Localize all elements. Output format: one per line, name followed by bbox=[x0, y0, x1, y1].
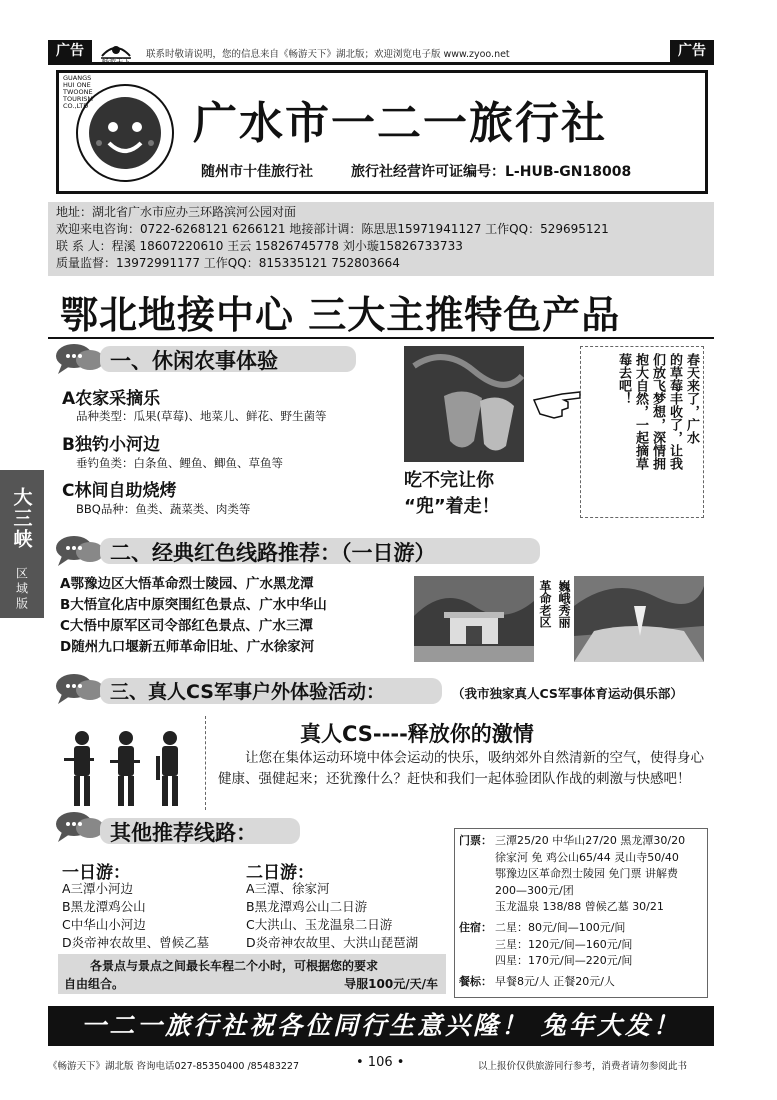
soldiers-image bbox=[62, 726, 196, 812]
two-day-list bbox=[246, 880, 418, 952]
agency-title: 广水市一二一旅行社 bbox=[193, 98, 607, 149]
list-item: B黑龙潭鸡公山二日游 bbox=[246, 899, 368, 914]
two-day-title: 二日游： bbox=[246, 863, 314, 883]
main-headline: 鄂北地接中心 三大主推特色产品 bbox=[60, 293, 621, 337]
ticket-line: 徐家河 免 鸡公山65/44 灵山寺50/40 bbox=[495, 850, 679, 864]
page-number: • 106 • bbox=[356, 1055, 405, 1070]
greeting-banner: 一二一旅行社祝各位同行生意兴隆！ 兔年大发！ bbox=[48, 1006, 714, 1046]
route-item: B大悟宣化店中原突围红色景点、广水中华山 bbox=[60, 597, 327, 613]
poem-line: 抱大自然，一起摘草 bbox=[633, 353, 648, 470]
poem-line: 的草莓丰收了，让我 bbox=[667, 353, 682, 470]
ticket-line: 200—300元/团 bbox=[495, 883, 574, 897]
hotel-line: 四星：170元/间—220元/间 bbox=[495, 954, 633, 967]
poem-line: 莓去吧！ bbox=[616, 353, 631, 405]
red-routes-list bbox=[60, 574, 327, 658]
slogan-line1: 吃不完让你 bbox=[404, 470, 494, 491]
memorial-photo bbox=[414, 576, 534, 662]
route-item: C大悟中原军区司令部红色景点、广水三潭 bbox=[60, 618, 313, 634]
side-tab-small: 区域版 bbox=[14, 566, 29, 612]
one-day-list bbox=[62, 880, 209, 952]
agency-parent: 随州市十佳旅行社 bbox=[201, 164, 313, 180]
hotel-label: 住宿： bbox=[459, 921, 492, 934]
route-item: A鄂豫边区大悟革命烈士陵园、广水黑龙潭 bbox=[60, 576, 314, 592]
item-b-title: B独钓小河边 bbox=[62, 435, 160, 455]
side-tab-big: 大三峡 bbox=[10, 486, 33, 550]
cs-description: 让您在集体运动环境中体会运动的快乐，吸纳郊外自然清新的空气，使得身心健康、强健起来；还犹豫什么？赶快和我们一起体验团队作战的刺激与快感吧！ bbox=[218, 750, 704, 787]
headline-rule bbox=[48, 337, 714, 339]
strawberry-photo bbox=[404, 346, 524, 462]
contact-info bbox=[48, 202, 714, 276]
poem-line: 们放飞梦想，深情拥 bbox=[650, 353, 665, 470]
item-a-desc: 品种类型：瓜果(草莓)、地菜儿、鲜花、野生菌等 bbox=[76, 409, 327, 423]
photo1-caption: 革命老区 bbox=[538, 580, 552, 628]
phone-line: 欢迎来电咨询：0722-6268121 6266121 地接部计调：陈思思15971941127 工作QQ：529695121 bbox=[56, 222, 609, 236]
speech-bubble-icon bbox=[54, 532, 106, 568]
guide-fee: 导服100元/天/车 bbox=[344, 977, 438, 991]
meal-line: 早餐8元/人 正餐20元/人 bbox=[495, 975, 615, 988]
item-b-desc: 垂钓鱼类：白条鱼、鲤鱼、鲫鱼、草鱼等 bbox=[76, 456, 283, 470]
header-note: 联系时敬请说明，您的信息来自《畅游天下》湖北版；欢迎浏览电子版 www.zyoo.net bbox=[146, 49, 510, 60]
supervision-line: 质量监督：13972991177 工作QQ：815335121 752803664 bbox=[56, 256, 400, 270]
region-side-tab bbox=[0, 470, 44, 618]
price-box bbox=[454, 828, 708, 998]
hotel-list bbox=[495, 920, 632, 970]
cs-slogan: 真人CS----释放你的激情 bbox=[300, 722, 534, 746]
ticket-line: 玉龙温泉 138/88 曾候乙墓 30/21 bbox=[495, 900, 664, 913]
hotel-line: 二星：80元/间—100元/间 bbox=[495, 921, 626, 934]
hotel-line: 三星：120元/间—160元/间 bbox=[495, 937, 633, 951]
item-c-desc: BBQ品种：鱼类、蔬菜类、肉类等 bbox=[76, 502, 251, 516]
section3-note: （我市独家真人CS军事体育运动俱乐部） bbox=[452, 686, 683, 701]
poem-box bbox=[580, 346, 704, 518]
route-item: D随州九口堰新五师革命旧址、广水徐家河 bbox=[60, 639, 315, 655]
list-item: B黑龙潭鸡公山 bbox=[62, 899, 146, 914]
poem-line: 春天来了，广水 bbox=[684, 353, 699, 444]
poem-columns bbox=[616, 353, 699, 513]
ad-tag-left: 广告 bbox=[48, 40, 92, 62]
list-item: C中华山小河边 bbox=[62, 917, 146, 932]
list-item: A三潭、徐家河 bbox=[246, 881, 330, 896]
one-day-title: 一日游： bbox=[62, 863, 130, 883]
meal-label: 餐标： bbox=[459, 975, 492, 988]
section1-title: 一、休闲农事体验 bbox=[110, 349, 278, 373]
address-line: 地址：湖北省广水市应办三环路滨河公园对面 bbox=[56, 205, 297, 219]
list-item: A三潭小河边 bbox=[62, 881, 134, 896]
pointing-hand-icon bbox=[532, 380, 582, 424]
speech-bubble-icon bbox=[54, 670, 106, 706]
footer-left: 《畅游天下》湖北版 咨询电话027-85350400 /85483227 bbox=[48, 1061, 300, 1072]
list-item: D炎帝神农故里、曾候乙墓 bbox=[62, 935, 210, 950]
section2-title: 二、经典红色线路推荐：（一日游） bbox=[110, 541, 436, 565]
logo-ring-text: GUANGSHUI ONETWOONE TOURISM CO.,LTD bbox=[63, 75, 93, 110]
ad-tag-right: 广告 bbox=[670, 40, 714, 62]
list-item: D炎帝神农故里、大洪山琵琶湖 bbox=[246, 935, 419, 950]
ticket-line: 鄂豫边区革命烈士陵园 免门票 讲解费 bbox=[495, 867, 678, 880]
section4-title: 其他推荐线路： bbox=[110, 821, 257, 845]
speech-bubble-icon bbox=[54, 340, 106, 376]
footer-right: 以上报价仅供旅游同行参考，消费者请勿参阅此书 bbox=[478, 1061, 688, 1072]
contacts-line: 联 系 人：程溪 18607220610 王云 15826745778 刘小璇15826733733 bbox=[56, 239, 463, 253]
agency-header-box bbox=[56, 70, 708, 194]
ticket-list bbox=[495, 833, 685, 916]
header-rule bbox=[48, 62, 714, 65]
ticket-line: 三潭25/20 中华山27/20 黑龙潭30/20 bbox=[495, 834, 686, 847]
item-c-title: C林间自助烧烤 bbox=[62, 481, 177, 501]
ticket-label: 门票： bbox=[459, 834, 492, 847]
speech-bubble-icon bbox=[54, 808, 106, 844]
route-note-box bbox=[58, 954, 446, 994]
waterfall-photo bbox=[574, 576, 704, 662]
photo2-caption: 巍峨秀丽 bbox=[557, 580, 571, 628]
section3-title: 三、真人CS军事户外体验活动： bbox=[110, 681, 385, 703]
section3-divider bbox=[205, 716, 207, 810]
agency-license: 旅行社经营许可证编号：L-HUB-GN18008 bbox=[351, 164, 632, 180]
item-a-title: A农家采摘乐 bbox=[62, 389, 161, 409]
route-note-1: 各景点与景点之间最长车程二个小时，可根据您的要求 bbox=[90, 959, 379, 973]
list-item: C大洪山、玉龙温泉二日游 bbox=[246, 917, 393, 932]
route-note-2: 自由组合。 bbox=[64, 977, 125, 991]
slogan-line2: “兜”着走！ bbox=[404, 496, 500, 517]
